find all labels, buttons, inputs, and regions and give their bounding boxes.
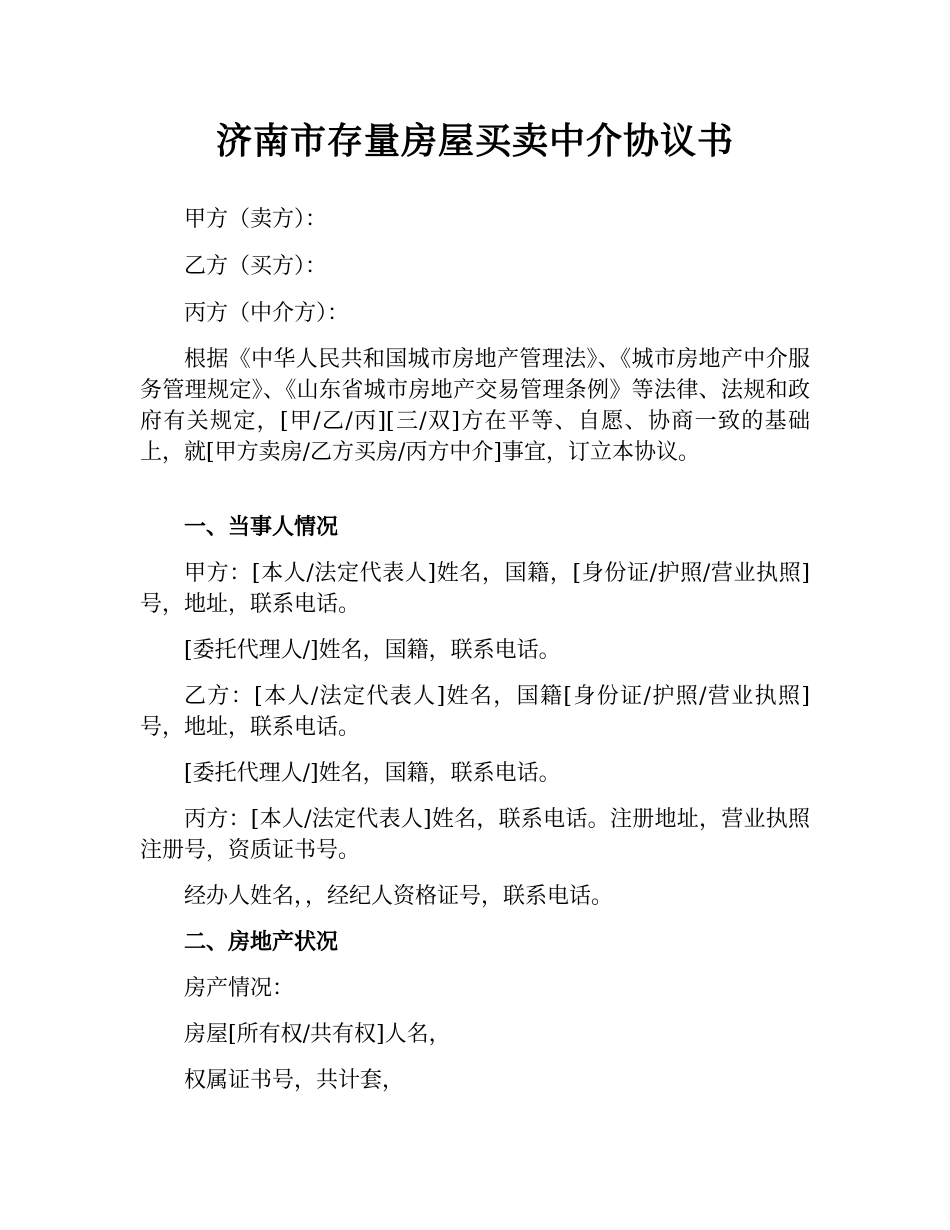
document-title: 济南市存量房屋买卖中介协议书 <box>215 121 734 162</box>
section-1-heading: 一、当事人情况 <box>184 515 339 540</box>
section-1-party-b-agent: [委托代理人/]姓名，国籍，联系电话。 <box>184 761 561 786</box>
section-1-party-b: 乙方：[本人/法定代表人]姓名，国籍[身份证/护照/营业执照]号，地址，联系电话。 <box>140 684 810 740</box>
section-1-handler: 经办人姓名，，经纪人资格证号，联系电话。 <box>184 884 614 909</box>
section-2-property: 房产情况： <box>184 976 295 1001</box>
section-1-party-a: 甲方：[本人/法定代表人]姓名，国籍，[身份证/护照/营业执照]号，地址，联系电话。 <box>140 561 810 617</box>
party-b-line: 乙方（买方）： <box>184 254 328 279</box>
preamble-paragraph: 根据《中华人民共和国城市房地产管理法》、《城市房地产中介服务管理规定》、《山东省城市房地产交易管理条例》等法律、法规和政府有关规定，[甲/乙/丙][三/双]方在平等、自愿、协商一致的基础上，就[甲方卖房/乙方买房/丙方中介]事宜，订立本协议。 <box>140 347 810 465</box>
party-c-line: 丙方（中介方）： <box>184 301 350 326</box>
party-a-line: 甲方（卖方）： <box>184 207 328 232</box>
section-1-party-a-agent: [委托代理人/]姓名，国籍，联系电话。 <box>184 638 561 663</box>
section-2-owner: 房屋[所有权/共有权]人名， <box>184 1022 451 1047</box>
section-2-heading: 二、房地产状况 <box>184 930 339 955</box>
section-1-party-c: 丙方：[本人/法定代表人]姓名，联系电话。注册地址，营业执照注册号，资质证书号。 <box>140 807 810 863</box>
section-2-certificate: 权属证书号，共计套， <box>184 1068 405 1093</box>
